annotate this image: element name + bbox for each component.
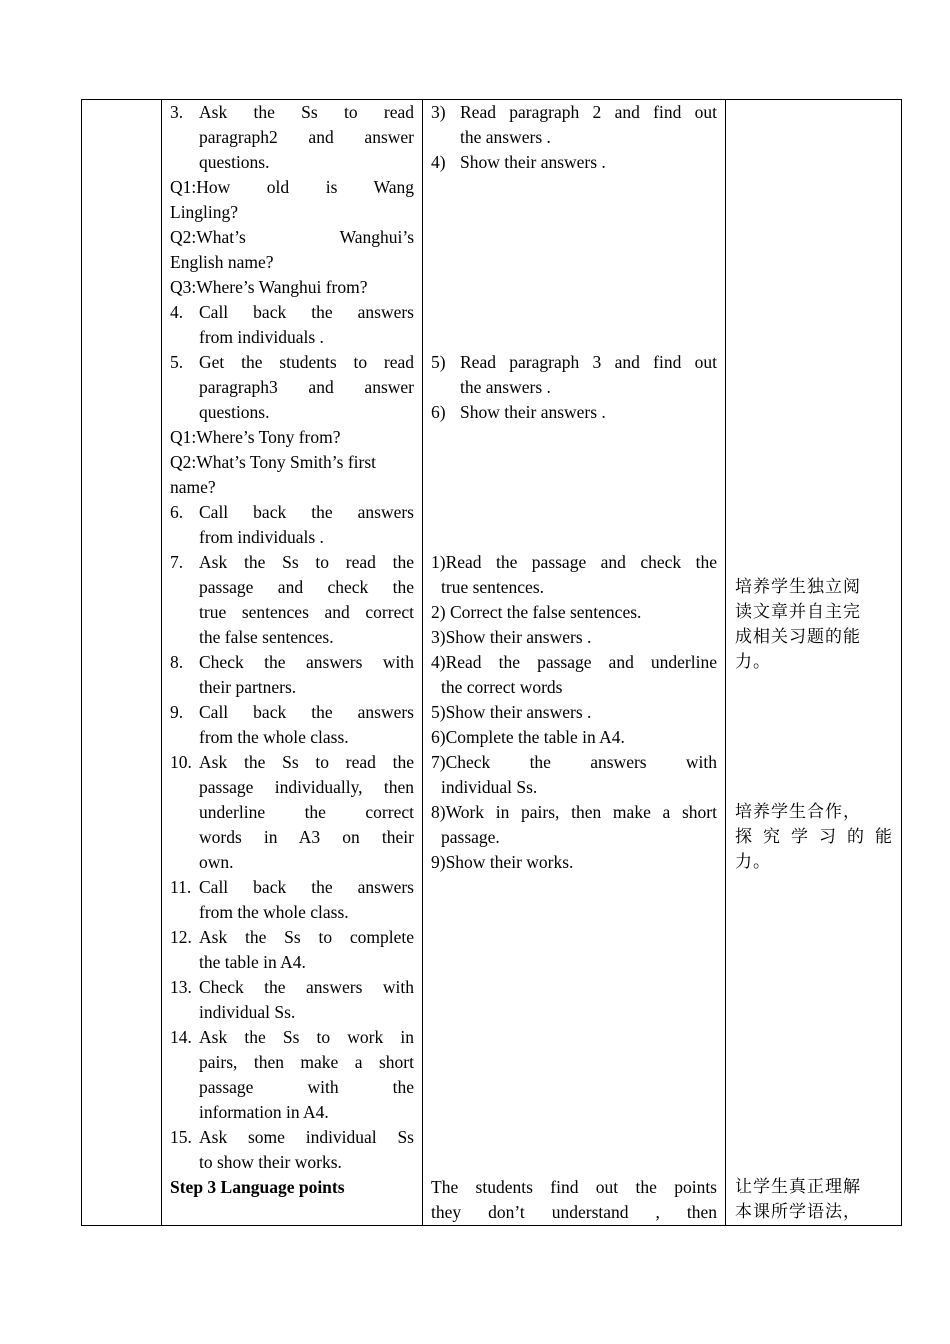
list-item: 2) Correct the false sentences. [431,602,642,622]
question-line: Q3:Where’s Wanghui from? [170,277,368,297]
list-item: 1)Read the passage and check the [431,552,717,572]
step-heading: Step 3 Language points [170,1177,345,1197]
purpose-cell [726,100,902,1226]
list-item: 6)Complete the table in A4. [431,727,625,747]
list-item: 6) Show their answers . [431,402,606,422]
list-item: 3) Read paragraph 2 and find out [431,102,717,122]
purpose-text: 力。 [735,652,771,672]
lesson-plan-table [81,99,902,1226]
student-activities-cell: 3) Read paragraph 2 and find out the answers . 4) Show their answers . 5) Read paragraph 3 and find out the answers . 6) Show their answers . 1)Read the passage and check the true sentences. 2) Correct the false sentences. 3)Show their answers . 4)Read the passage and underline the correct words 5)Show their answers . 6)Complete the table in A4. 7)Check the answers with individual Ss. 8)Work in pairs, then make a short passage. 9)Show their works. The students find out the points they don’t understand , then [423,100,726,1226]
list-item: 4)Read the passage and underline [431,652,717,672]
list-item: 8. Check the answers with [170,652,414,672]
question-line: name? [170,477,216,497]
list-item: 4) Show their answers . [431,152,606,172]
purpose-text: 读文章并自主完 [735,602,861,622]
list-item: 7)Check the answers with [431,752,717,772]
step-column-cell [82,100,162,1226]
list-item: 5) Read paragraph 3 and find out [431,352,717,372]
list-item: 9. Call back the answers [170,702,414,722]
list-item: 10. Ask the Ss to read the [170,752,414,772]
list-item: The students find out the points [431,1177,717,1197]
purpose-text: 培养学生合作， [735,802,861,822]
list-item: 8)Work in pairs, then make a short [431,802,717,822]
purpose-text: 本课所学语法， [735,1202,861,1222]
list-item: 11. Call back the answers [170,877,414,897]
purpose-text: 成相关习题的能 [735,627,861,647]
list-item: 4. Call back the answers [170,302,414,322]
list-item: 13. Check the answers with [170,977,414,997]
list-item: 5. Get the students to read [170,352,414,372]
question-line: Q2:What’s Wanghui’s [170,227,414,247]
list-item: 12. Ask the Ss to complete [170,927,414,947]
purpose-text: 探究学习的能 [735,827,893,847]
teacher-activities-cell: 3. Ask the Ss to read paragraph2 and answer questions. Q1:How old is Wang Lingling? Q2:What’s Wanghui’s English name? Q3:Where’s Wanghui from? 4. Call back the answers from individuals . 5. Get the students to read paragraph3 and answer questions. Q1:Where’s Tony from? Q2:What’s Tony Smith’s first name? 6. Call back the answers from individuals . 7. Ask the Ss to read the passage and check the true sentences and correct the false sentences. 8. Check the answers with their partners. 9. Call back the answers from the whole class. 10. Ask the Ss to read the passage individually, then underline the correct words in A3 on their own. 11. Call back the answers from the whole class. 12. Ask the Ss to complete the table in A4. 13. Check the answers with individual Ss. 14. Ask the Ss to work in pairs, then make a short passage with the information in A4. 15. Ask some individual Ss to show their works. Step 3 Language points [162,100,423,1226]
list-item: 5)Show their answers . [431,702,592,722]
list-item: 14. Ask the Ss to work in [170,1027,414,1047]
question-line: English name? [170,252,274,272]
list-item: 6. Call back the answers [170,502,414,522]
table-row [82,100,902,1226]
question-line: Q1:Where’s Tony from? [170,427,341,447]
question-line: Q2:What’s Tony Smith’s first [170,452,377,472]
question-line: Q1:How old is Wang [170,177,414,197]
purpose-text: 力。 [735,852,771,872]
list-item: 3. Ask the Ss to read [170,102,414,122]
list-item: 15. Ask some individual Ss [170,1127,414,1147]
purpose-text: 培养学生独立阅 [735,577,861,597]
list-item: 9)Show their works. [431,852,574,872]
purpose-text: 让学生真正理解 [735,1177,861,1197]
list-item: 7. Ask the Ss to read the [170,552,414,572]
question-line: Lingling? [170,202,239,222]
list-item: 3)Show their answers . [431,627,592,647]
